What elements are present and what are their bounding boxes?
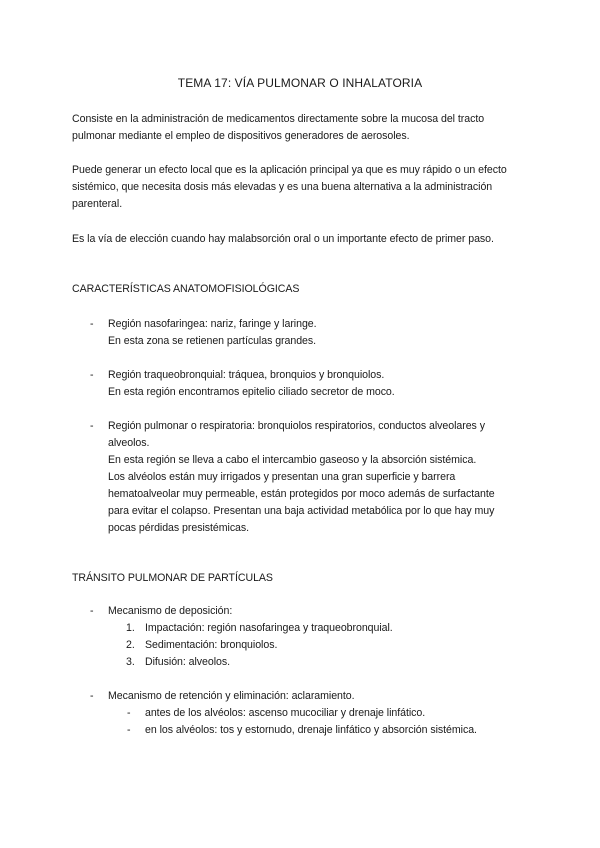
bullet-dash: -: [90, 690, 94, 702]
intro-paragraph-1-line-1: Consiste en la administración de medicamentos directamente sobre la mucosa del tracto: [72, 113, 485, 125]
list-item-nasofaringea-line-2: En esta zona se retienen partículas grandes.: [108, 335, 317, 347]
list-item-deposicion: Mecanismo de deposición:: [108, 605, 233, 617]
sublist-item-impactacion: Impactación: región nasofaringea y traqueobronquial.: [145, 622, 393, 634]
list-item-pulmonar-line-4: Los alvéolos están muy irrigados y presentan una gran superficie y barrera: [108, 471, 456, 483]
list-item-pulmonar-line-3: En esta región se lleva a cabo el intercambio gaseoso y la absorción sistémica.: [108, 454, 477, 466]
page-title: TEMA 17: VÍA PULMONAR O INHALATORIA: [177, 76, 423, 90]
list-item-pulmonar-line-6: para evitar el colapso. Presentan una baja actividad metabólica por lo que hay muy: [108, 505, 495, 517]
intro-paragraph-2-line-1: Puede generar un efecto local que es la aplicación principal ya que es muy rápido o un efecto: [72, 164, 507, 176]
sublist-number: 1.: [126, 622, 135, 634]
section-heading-transito: TRÁNSITO PULMONAR DE PARTÍCULAS: [72, 572, 273, 584]
sublist-number: 3.: [126, 656, 135, 668]
sublist-item-antes-alveolos: antes de los alvéolos: ascenso mucociliar y drenaje linfático.: [145, 707, 426, 719]
list-item-pulmonar-line-5: hematoalveolar muy permeable, están protegidos por moco además de surfactante: [108, 488, 495, 500]
list-item-retencion: Mecanismo de retención y eliminación: aclaramiento.: [108, 690, 355, 702]
list-item-nasofaringea-line-1: Región nasofaringea: nariz, faringe y laringe.: [108, 318, 317, 330]
sublist-dash: -: [127, 724, 131, 736]
sublist-item-difusion: Difusión: alveolos.: [145, 656, 231, 668]
sublist-item-en-alveolos: en los alvéolos: tos y estornudo, drenaje linfático y absorción sistémica.: [145, 724, 477, 736]
intro-paragraph-2-line-3: parenteral.: [72, 198, 123, 210]
list-item-pulmonar-line-7: pocas pérdidas presistémicas.: [108, 522, 250, 534]
sublist-number: 2.: [126, 639, 135, 651]
list-item-pulmonar-line-2: alveolos.: [108, 437, 150, 449]
bullet-dash: -: [90, 369, 94, 381]
sublist-item-sedimentacion: Sedimentación: bronquiolos.: [145, 639, 278, 651]
list-item-pulmonar-line-1: Región pulmonar o respiratoria: bronquiolos respiratorios, conductos alveolares y: [108, 420, 485, 432]
intro-paragraph-1-line-2: pulmonar mediante el empleo de dispositivos generadores de aerosoles.: [72, 130, 410, 142]
list-item-traqueobronquial-line-2: En esta región encontramos epitelio ciliado secretor de moco.: [108, 386, 395, 398]
bullet-dash: -: [90, 420, 94, 432]
list-item-traqueobronquial-line-1: Región traqueobronquial: tráquea, bronquios y bronquiolos.: [108, 369, 385, 381]
bullet-dash: -: [90, 605, 94, 617]
sublist-dash: -: [127, 707, 131, 719]
intro-paragraph-2-line-2: sistémico, que necesita dosis más elevadas y es una buena alternativa a la administración: [72, 181, 493, 193]
bullet-dash: -: [90, 318, 94, 330]
intro-paragraph-3: Es la vía de elección cuando hay malabsorción oral o un importante efecto de primer paso.: [72, 233, 494, 245]
section-heading-caracteristicas: CARACTERÍSTICAS ANATOMOFISIOLÓGICAS: [72, 283, 300, 295]
